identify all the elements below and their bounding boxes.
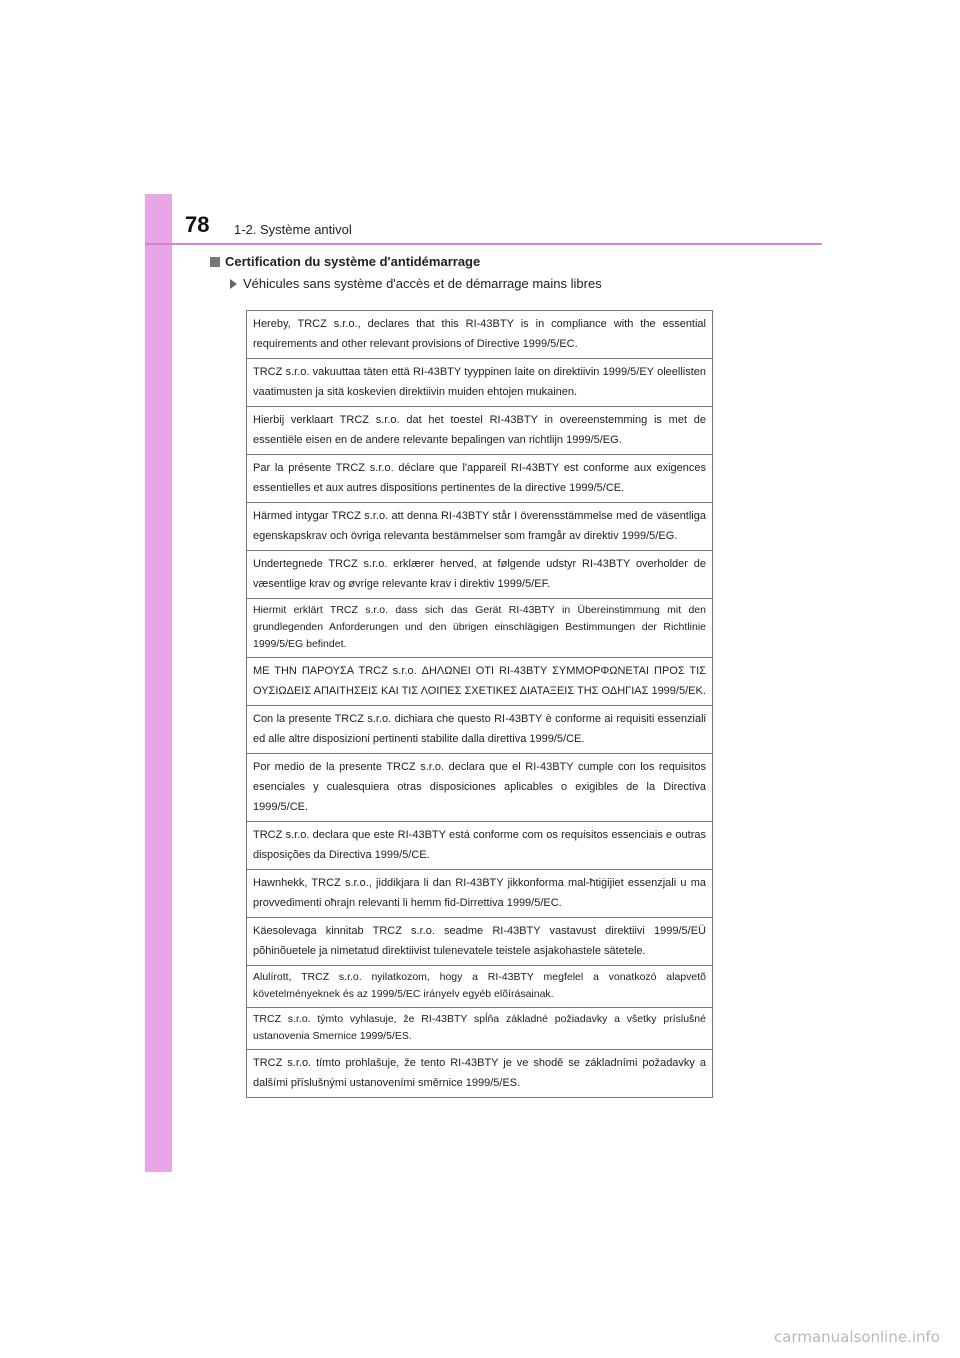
table-row: [247, 503, 713, 551]
table-row: [247, 1050, 713, 1098]
declaration-swedish: Härmed intygar TRCZ s.r.o. att denna RI-43BTY står I överensstämmelse med de väsentliga egenskapskrav och övriga relevanta bestämmelser som framgår av direktiv 1999/5/EG.: [247, 503, 713, 551]
section-heading-text: Certification du système d'antidémarrage: [225, 254, 481, 269]
footer-watermark: carmanualsonline.info: [774, 1328, 940, 1346]
declaration-portuguese: TRCZ s.r.o. declara que este RI-43BTY está conforme com os requisitos essenciais e outras disposições da Directiva 1999/5/CE.: [247, 822, 713, 870]
declarations-table: [246, 310, 713, 1098]
declaration-dutch: Hierbij verklaart TRCZ s.r.o. dat het toestel RI-43BTY in overeenstemming is met de essentiële eisen en de andere relevante bepalingen van richtlijn 1999/5/EG.: [247, 407, 713, 455]
header-divider: [145, 243, 822, 245]
table-row: [247, 455, 713, 503]
declaration-finnish: TRCZ s.r.o. vakuuttaa täten että RI-43BTY tyyppinen laite on direktiivin 1999/5/EY oleellisten vaatimusten ja sitä koskevien direktiivin muiden ehtojen mukainen.: [247, 359, 713, 407]
table-row: [247, 918, 713, 966]
declaration-english: Hereby, TRCZ s.r.o., declares that this RI-43BTY is in compliance with the essential requirements and other relevant provisions of Directive 1999/5/EC.: [247, 311, 713, 359]
declaration-hungarian: Alulírott, TRCZ s.r.o. nyilatkozom, hogy a RI-43BTY megfelel a vonatkozó alapvetõ követelményeknek és az 1999/5/EC irányelv egyéb elõírásainak.: [247, 966, 713, 1008]
declaration-italian: Con la presente TRCZ s.r.o. dichiara che questo RI-43BTY è conforme ai requisiti essenziali ed alle altre disposizioni pertinenti stabilite dalla direttiva 1999/5/CE.: [247, 706, 713, 754]
declaration-maltese: Hawnhekk, TRCZ s.r.o., jiddikjara li dan RI-43BTY jikkonforma mal-ħtiġijiet essenzjali u ma provvedimenti oħrajn relevanti li hemm fid-Dirrettiva 1999/5/EC.: [247, 870, 713, 918]
table-row: [247, 1008, 713, 1050]
table-row: [247, 966, 713, 1008]
declaration-greek: ΜΕ ΤΗΝ ΠΑΡΟΥΣΑ TRCZ s.r.o. ΔΗΛΩΝΕΙ ΟΤΙ RI-43BTY ΣΥΜΜΟΡΦΩΝΕΤΑΙ ΠΡΟΣ ΤΙΣ ΟΥΣΙΩΔΕΙΣ ΑΠΑΙΤΗΣΕΙΣ ΚΑΙ ΤΙΣ ΛΟΙΠΕΣ ΣΧΕΤΙΚΕΣ ΔΙΑΤΑΞΕΙΣ ΤΗΣ ΟΔΗΓΙΑΣ 1999/5/ΕΚ.: [247, 658, 713, 706]
declaration-slovak: TRCZ s.r.o. týmto vyhlasuje, že RI-43BTY spĺňa základné požiadavky a všetky príslušné ustanovenia Smernice 1999/5/ES.: [247, 1008, 713, 1050]
table-row: [247, 658, 713, 706]
declaration-czech: TRCZ s.r.o. tímto prohlašuje, že tento RI-43BTY je ve shodě se základními požadavky a dalšími příslušnými ustanoveními směrnice 1999/5/ES.: [247, 1050, 713, 1098]
table-row: [247, 551, 713, 599]
table-row: [247, 407, 713, 455]
triangle-bullet-icon: [230, 279, 237, 289]
table-row: [247, 706, 713, 754]
sub-heading: [230, 276, 602, 291]
page-number: 78: [185, 212, 210, 237]
sub-heading-text: Véhicules sans système d'accès et de démarrage mains libres: [243, 276, 602, 291]
section-title: 1-2. Système antivol: [234, 222, 352, 237]
declaration-spanish: Por medio de la presente TRCZ s.r.o. declara que el RI-43BTY cumple con los requisitos esenciales y cualesquiera otras disposiciones aplicables o exigibles de la Directiva 1999/5/CE.: [247, 754, 713, 822]
declaration-german: Hiermit erklärt TRCZ s.r.o. dass sich das Gerät RI-43BTY in Übereinstimmung mit den grundlegenden Anforderungen und den übrigen einschlägigen Bestimmungen der Richtlinie 1999/5/EG befindet.: [247, 599, 713, 658]
declaration-french: Par la présente TRCZ s.r.o. déclare que l'appareil RI-43BTY est conforme aux exigences essentielles et aux autres dispositions pertinentes de la directive 1999/5/CE.: [247, 455, 713, 503]
section-heading: [210, 254, 480, 269]
declaration-estonian: Käesolevaga kinnitab TRCZ s.r.o. seadme RI-43BTY vastavust direktiivi 1999/5/EÜ põhinõuetele ja nimetatud direktiivist tulenevatele teistele asjakohastele sätetele.: [247, 918, 713, 966]
chapter-side-strip: [145, 194, 172, 1172]
table-row: [247, 359, 713, 407]
table-row: [247, 870, 713, 918]
table-row: [247, 599, 713, 658]
table-row: [247, 822, 713, 870]
square-bullet-icon: [210, 257, 220, 267]
declaration-danish: Undertegnede TRCZ s.r.o. erklærer herved, at følgende udstyr RI-43BTY overholder de væsentlige krav og øvrige relevante krav i direktiv 1999/5/EF.: [247, 551, 713, 599]
table-row: [247, 311, 713, 359]
table-row: [247, 754, 713, 822]
